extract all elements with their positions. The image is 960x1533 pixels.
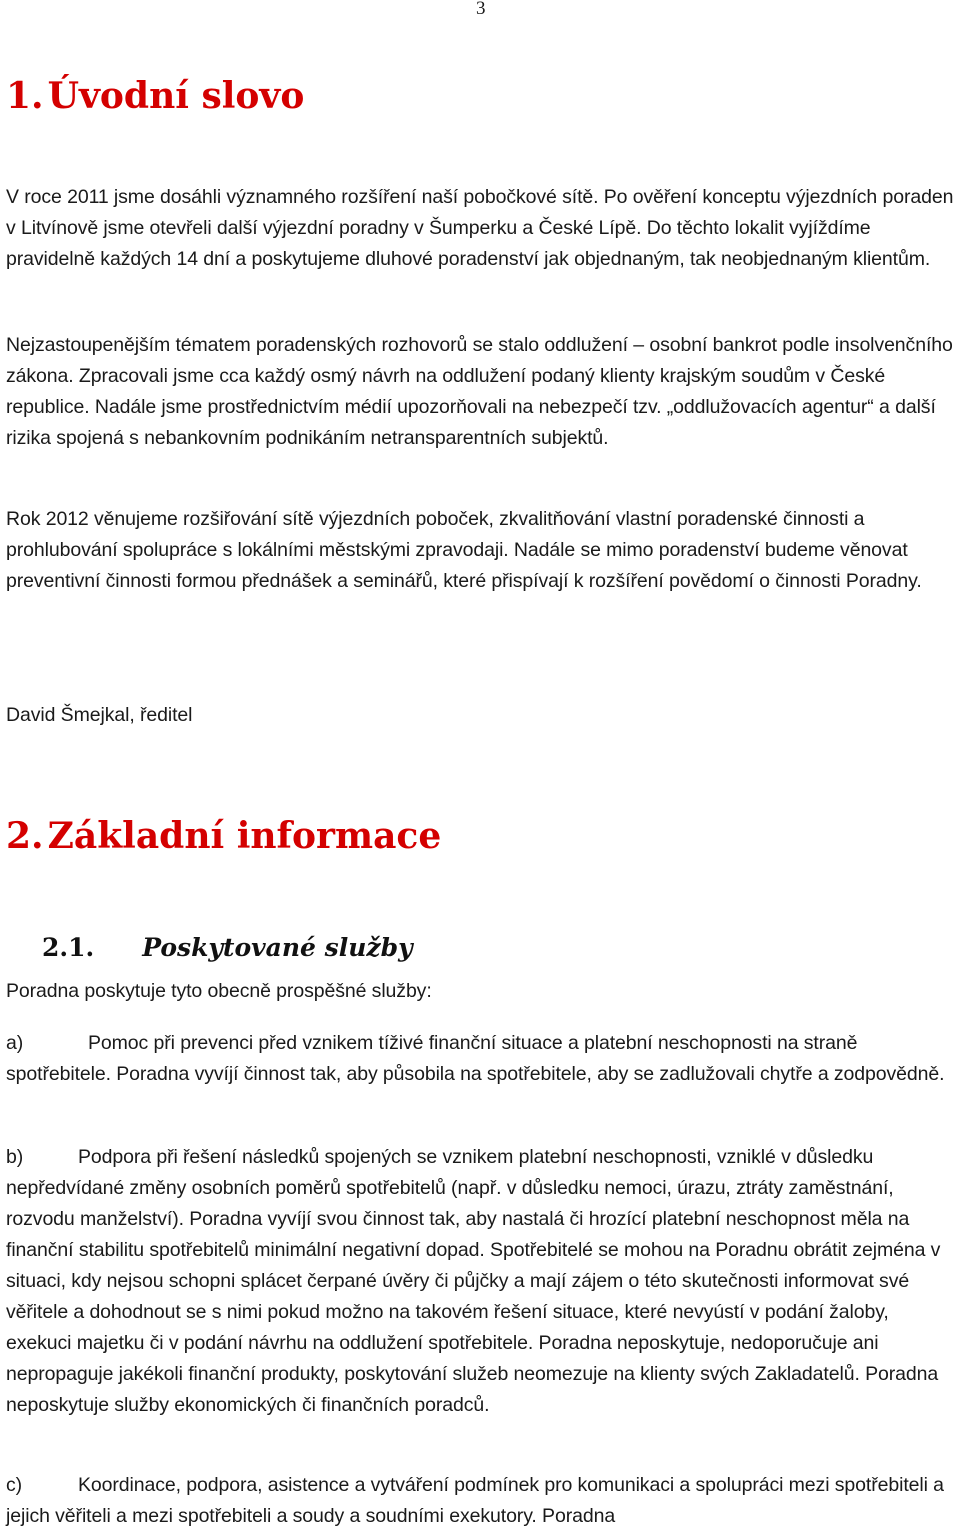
services-intro: Poradna poskytuje tyto obecně prospěšné služby: [6, 980, 432, 1002]
section-1-heading [6, 74, 304, 118]
intro-paragraph-1: V roce 2011 jsme dosáhli významného rozšíření naší pobočkové sítě. Po ověření konceptu výjezdních poraden v Litvínově jsme otevřeli další výjezdní poradny v Šumperku a České Lípě. Do těchto lokalit vyjíždíme pravidelně každých 14 dní a poskytujeme dluhové poradenství jak objednaným, tak neobjednaným klientům. [6, 186, 954, 270]
service-item-label: b) [6, 1146, 24, 1168]
service-item-label: a) [6, 1032, 24, 1054]
service-item-b [6, 1142, 958, 1421]
page-number: 3 [476, 0, 486, 19]
subsection-title: Poskytované služby [142, 933, 413, 962]
service-item-c [6, 1470, 958, 1532]
service-item-a [6, 1028, 958, 1090]
service-item-label: c) [6, 1474, 23, 1496]
service-item-text: Pomoc při prevenci před vznikem tíživé finanční situace a platební neschopnosti na straně spotřebitele. Poradna vyvíjí činnost tak, aby působila na spotřebitele, aby se zadlužovali chytře a zodpovědně. [6, 1032, 945, 1085]
service-item-text: Koordinace, podpora, asistence a vytváření podmínek pro komunikaci a spolupráci mezi spotřebiteli a jejich věřiteli a mezi spotřebiteli a soudy a soudními exekutory. Poradna [6, 1474, 944, 1527]
subsection-heading [42, 932, 413, 964]
subsection-number: 2.1. [42, 933, 95, 962]
section-2-heading [6, 814, 441, 858]
section-1-number: 1. [6, 75, 44, 117]
section-2-number: 2. [6, 815, 44, 857]
section-2-title: Základní informace [47, 815, 442, 857]
section-1-title: Úvodní slovo [47, 75, 305, 117]
intro-paragraph-2: Nejzastoupenějším tématem poradenských rozhovorů se stalo oddlužení – osobní bankrot podle insolvenčního zákona. Zpracovali jsme cca každý osmý návrh na oddlužení podaný klienty krajským soudům v České republice. Nadále jsme prostřednictvím médií upozorňovali na nebezpečí tzv. „oddlužovacích agentur“ a další rizika spojená s nebankovním podnikáním netransparentních subjektů. [6, 334, 953, 449]
signature: David Šmejkal, ředitel [6, 704, 193, 726]
service-item-text: Podpora při řešení následků spojených se vznikem platební neschopnosti, vzniklé v důsledku nepředvídané změny osobních poměrů spotřebitelů (např. v důsledku nemoci, úrazu, ztráty zaměstnání, rozvodu manželství). Poradna vyvíjí svou činnost tak, aby nastalá či hrozící platební neschopnost měla na finanční stabilitu spotřebitelů minimální negativní dopad. Spotřebitelé se mohou na Poradnu obrátit zejména v situaci, kdy nejsou schopni splácet čerpané úvěry či půjčky a mají zájem o této skutečnosti informovat své věřitele a dohodnout se s nimi pokud možno na takovém řešení situace, které nevyústí v podání žaloby, exekuci majetku či v podání návrhu na oddlužení spotřebitele. Poradna neposkytuje, nedoporučuje ani nepropaguje jakékoli finanční produkty, poskytování služeb neomezuje na klienty svých Zakladatelů. Poradna neposkytuje služby ekonomických či finančních poradců. [6, 1146, 941, 1416]
intro-paragraph-3: Rok 2012 věnujeme rozšiřování sítě výjezdních poboček, zkvalitňování vlastní poradenské činnosti a prohlubování spolupráce s lokálními městskými zpravodaji. Nadále se mimo poradenství budeme věnovat preventivní činnosti formou přednášek a seminářů, které přispívají k rozšíření povědomí o činnosti Poradny. [6, 508, 922, 592]
